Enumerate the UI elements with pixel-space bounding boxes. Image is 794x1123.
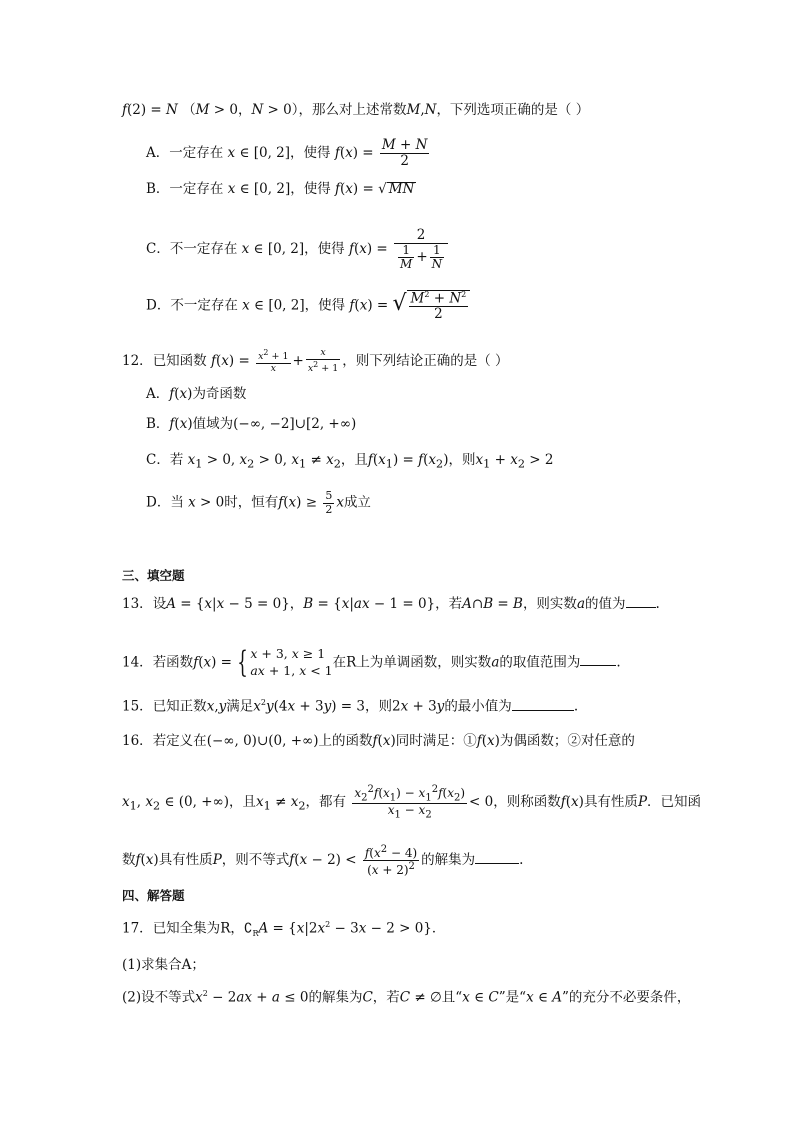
q15: 15．已知正数x,y满足$x^2y(4x + 3y) = 3$，则2x + 3y的最小值为 . [122,698,579,715]
q12-option-d: D．当 x > 0时，恒有f(x) ≥ $\frac{5}{2}$ x成立 [146,489,371,516]
q12-stem: 12．已知函数 f(x) = $\frac{x^2 + 1}{x}$ + $\frac{x}{x^2 + 1}$ ，则下列结论正确的是（ ） [122,347,509,375]
q11-option-c: C．不一定存在 x ∈ [0, 2]，使得 f(x) = 2 $\frac{1}{M}$ + $\frac{1}{N}$ [146,228,450,271]
q17-part1: (1)求集合A； [122,957,205,973]
answer-blank[interactable] [580,665,616,666]
q16-line3: 数f(x)具有性质P，则不等式f(x − 2) < $\frac{f(x^2 - 4)}{(x + 2)^2}$ 的解集为 . [122,844,524,878]
q12-option-b: B．f(x)值域为(−∞, −2]∪[2, +∞) [146,416,357,432]
answer-blank[interactable] [475,863,519,864]
fraction: $\frac{x_2^2f(x_1) - x_1^2f(x_2)}{x_1 - x_2}$ [354,784,466,821]
q17-stem: 17．已知全集为R，$∁_RA = \{x|2x^2 - 3x - 2 > 0\}$． [122,920,446,939]
fraction: $\frac{f(x^2 - 4)}{(x + 2)^2}$ [364,844,418,878]
piecewise: x + 3, x ≥ 1 ax + 1, x < 1 [250,646,333,678]
section-title-solutions: 四、解答题 [122,888,185,903]
fraction: $\frac{M + N}{2}$ [381,137,428,169]
q11-option-d: D．不一定存在 x ∈ [0, 2]，使得 f(x) = √ $\frac{M^2 + N^2}{2}$ [146,290,470,322]
answer-blank[interactable] [626,607,656,608]
q12-option-c: C．若 $x_1 > 0$, $x_2 > 0$, $x_1 \ne x_2$，且$f(x_1) = f(x_2)$，则$x_1 + x_2 > 2$ [146,452,554,471]
q17-part2: (2)设不等式$x^2 - 2ax + a \le 0$的解集为C，若C ≠ ∅且“x ∈ C”是“x ∈ A”的充分不必要条件， [122,989,691,1006]
fraction: $\frac{x^2 + 1}{x}$ [258,348,289,375]
sqrt: √ MN [378,181,415,197]
q16-line1: 16．若定义在(−∞, 0)∪(0, +∞)上的函数f(x)同时满足：①f(x)为偶函数；②对任意的 [122,733,635,749]
fraction: 2 $\frac{1}{M}$ + $\frac{1}{N}$ [394,228,448,271]
q16-line2: $x_1$, $x_2$ ∈ (0, +∞)，且$x_1 \ne x_2$，都有 $\frac{x_2^2f(x_1) - x_1^2f(x_2)}{x_1 - x_2}$ < 0，则称函数f(x)具有性质P．已知函 [122,784,702,821]
fraction: $\frac{x}{x^2 + 1}$ [307,347,339,375]
q11-stem: f(2) = N （M > 0，N > 0），那么对上述常数M,N，下列选项正确的是（ ） [122,102,590,118]
q14: 14．若函数f(x) = { x + 3, x ≥ 1 ax + 1, x < 1 在R上为单调函数，则实数a的取值范围为 . [122,644,621,680]
fraction: $\frac{5}{2}$ [325,489,333,516]
section-title-fill-in: 三、填空题 [122,568,185,583]
q12-option-a: A．f(x)为奇函数 [146,386,247,402]
sqrt: √ $\frac{M^2 + N^2}{2}$ [393,290,471,322]
q11-option-b: B．一定存在 x ∈ [0, 2]，使得 f(x) = √ MN [146,180,415,197]
q13: 13．设A = {x|x − 5 = 0}，B = {x|ax − 1 = 0}，若A∩B = B，则实数a的值为 . [122,596,660,612]
answer-blank[interactable] [512,710,574,711]
q11-option-a: A．一定存在 x ∈ [0, 2]，使得 f(x) = $\frac{M + N}{2}$ [146,137,428,169]
